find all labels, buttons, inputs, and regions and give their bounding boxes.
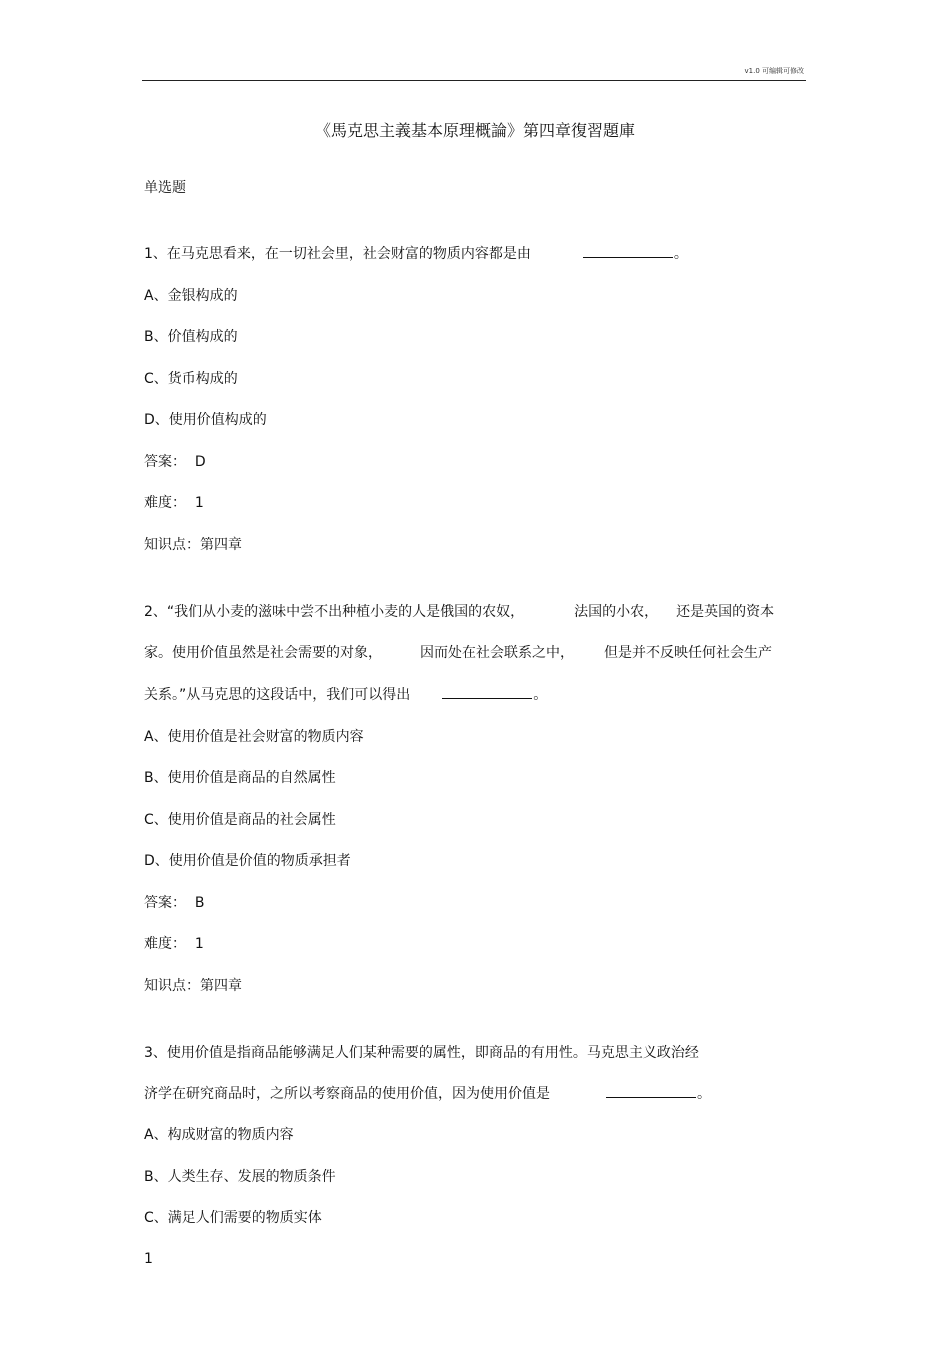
question-2-option-c: C、使用价值是商品的社会属性 xyxy=(144,812,336,828)
answer-blank xyxy=(606,1085,696,1098)
question-2-line-2a: 家。使用价值虽然是社会需要的对象， xyxy=(144,645,382,661)
answer-blank xyxy=(442,686,532,699)
question-3-end: 。 xyxy=(697,1086,711,1102)
question-2-option-d: D、使用价值是价值的物质承担者 xyxy=(144,853,351,869)
question-1-option-a: A、金银构成的 xyxy=(144,288,238,304)
question-2-line-1 xyxy=(144,603,774,621)
question-2-line-1c: 还是英国的资本 xyxy=(676,604,775,620)
question-3-line-1: 3、使用价值是指商品能够满足人们某种需要的属性，即商品的有用性。马克思主义政治经 xyxy=(144,1045,699,1061)
question-2-end: 。 xyxy=(533,687,548,703)
question-2-line-2c: 但是并不反映任何社会生产 xyxy=(604,645,772,661)
question-2-answer: 答案： B xyxy=(144,895,205,911)
question-1-end: 。 xyxy=(673,246,688,262)
question-3-line-2 xyxy=(144,1085,711,1103)
question-1-option-c: C、货币构成的 xyxy=(144,371,238,387)
question-1-option-b: B、价值构成的 xyxy=(144,329,238,345)
question-3-option-a: A、构成财富的物质内容 xyxy=(144,1127,294,1143)
question-2-difficulty: 难度： 1 xyxy=(144,936,204,952)
question-1-stem xyxy=(144,245,688,263)
page-number: 1 xyxy=(144,1251,153,1267)
section-heading: 单选题 xyxy=(144,180,186,196)
answer-blank xyxy=(583,245,673,258)
document-title: 《馬克思主義基本原理概論》第四章復習題庫 xyxy=(314,121,635,140)
question-2-line-1b: 法国的小农， xyxy=(574,604,659,620)
header-rule xyxy=(142,80,806,81)
question-2-option-b: B、使用价值是商品的自然属性 xyxy=(144,770,336,786)
question-2-knowledge: 知识点：第四章 xyxy=(144,978,242,994)
question-2-line-1a: 2、“我们从小麦的滋味中尝不出种植小麦的人是俄国的农奴， xyxy=(144,604,525,620)
question-2-option-a: A、使用价值是社会财富的物质内容 xyxy=(144,729,364,745)
question-3-option-c: C、满足人们需要的物质实体 xyxy=(144,1210,322,1226)
question-2-line-3 xyxy=(144,686,547,704)
question-3-option-b: B、人类生存、发展的物质条件 xyxy=(144,1169,336,1185)
question-3-line-2-text: 济学在研究商品时，之所以考察商品的使用价值，因为使用价值是 xyxy=(144,1086,550,1102)
question-1-difficulty: 难度： 1 xyxy=(144,495,204,511)
question-1-text: 1、在马克思看来，在一切社会里，社会财富的物质内容都是由 xyxy=(144,246,531,262)
question-1-option-d: D、使用价值构成的 xyxy=(144,412,267,428)
question-2-line-2 xyxy=(144,644,772,662)
question-2-line-2b: 因而处在社会联系之中， xyxy=(420,645,574,661)
header-version: v1.0 可编辑可修改 xyxy=(744,67,804,75)
question-1-knowledge: 知识点：第四章 xyxy=(144,537,242,553)
question-1-answer: 答案： D xyxy=(144,454,206,470)
question-2-line-3-text: 关系。”从马克思的这段话中，我们可以得出 xyxy=(144,687,411,703)
